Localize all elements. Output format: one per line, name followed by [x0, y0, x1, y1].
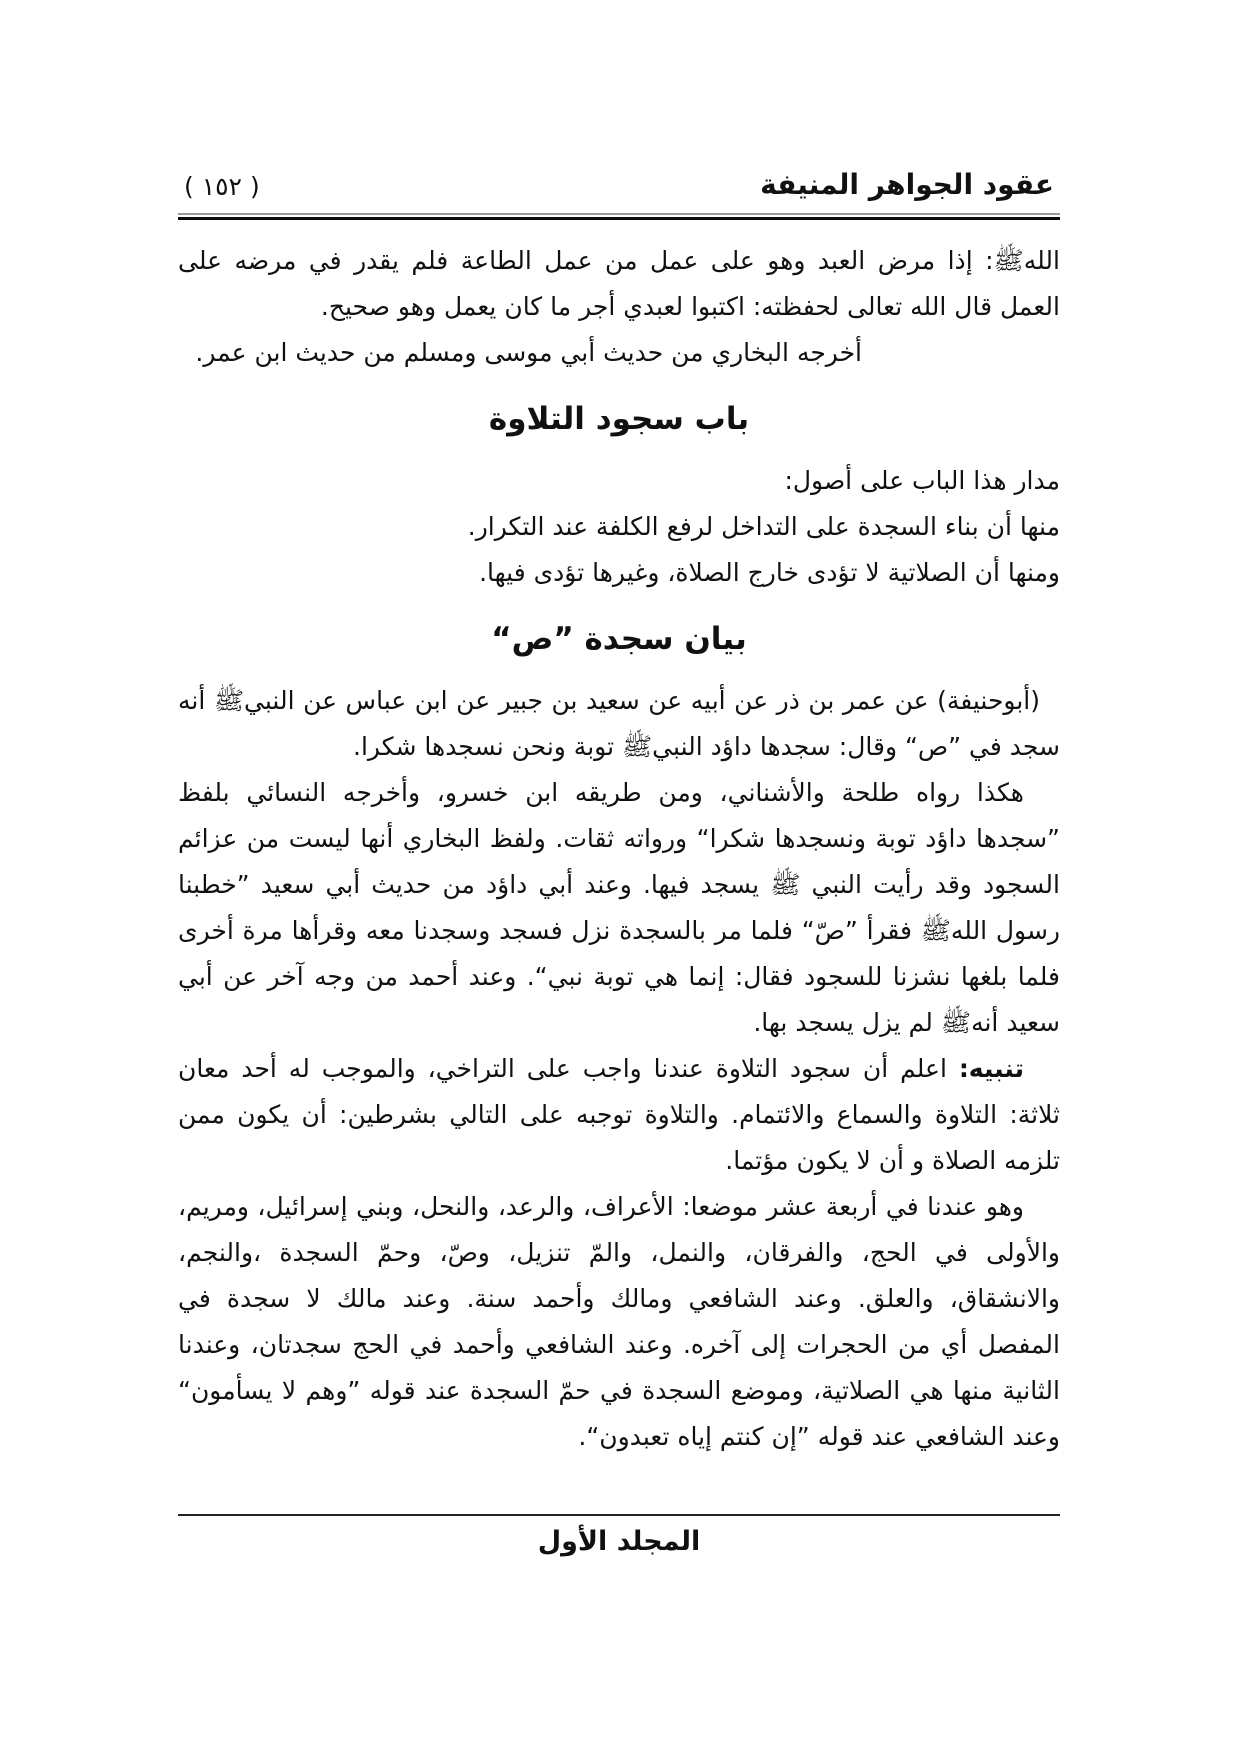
body-text: [178, 238, 1060, 1460]
paragraph-hadith-isnad: (أبوحنيفة) عن عمر بن ذر عن أبيه عن سعيد بن جبير عن ابن عباس عن النبيﷺ أنه سجد في ”ص“ وقال: سجدها داؤد النبيﷺ توبة ونحن نسجدها شكرا.: [178, 686, 1060, 761]
section-heading: بيان سجدة ”ص“: [491, 621, 747, 657]
paragraph-hadith-commentary: هكذا رواه طلحة والأشناني، ومن طريقه ابن خسرو، وأخرجه النسائي بلفظ ”سجدها داؤد توبة ونسجدها شكرا“ ورواته ثقات. ولفظ البخاري أنها ليست من عزائم السجود وقد رأيت النبي ﷺ يسجد فيها. وعند أبي داؤد من حديث أبي سعيد ”خطبنا رسول اللهﷺ فقرأ ”صّ“ فلما مر بالسجدة نزل فسجد وسجدنا معه وقرأها مرة أخرى فلما بلغها نشزنا للسجود فقال: إنما هي توبة نبي“. وعند أحمد من وجه آخر عن أبي سعيد أنهﷺ لم يزل يسجد بها.: [178, 778, 1060, 1037]
paragraph-chapter-principles-intro: مدار هذا الباب على أصول:: [784, 466, 1060, 495]
chapter-heading: باب سجود التلاوة: [488, 401, 750, 437]
paragraph-chapter-principle-2: ومنها أن الصلاتية لا تؤدى خارج الصلاة، وغيرها تؤدى فيها.: [479, 558, 1060, 587]
page-header: [178, 168, 1060, 213]
paragraph-hadith-continuation: اللهﷺ: إذا مرض العبد وهو على عمل من عمل الطاعة فلم يقدر في مرضه على العمل قال الله تعالى لحفظته: اكتبوا لعبدي أجر ما كان يعمل وهو صحيح.: [178, 246, 1060, 321]
note-text: اعلم أن سجود التلاوة عندنا واجب على التراخي، والموجب له أحد معان ثلاثة: التلاوة والسماع والائتمام. والتلاوة توجبه على التالي بشرطين: أن يكون ممن تلزمه الصلاة و أن لا يكون مؤتما.: [178, 1054, 1060, 1175]
book-title: عقود الجواهر المنيفة: [760, 168, 1054, 201]
text-block: [178, 168, 1060, 1460]
page-footer: [178, 1514, 1060, 1557]
footer-rule: [178, 1514, 1060, 1516]
volume-label: المجلد الأول: [537, 1526, 701, 1557]
paragraph-takhrij: أخرجه البخاري من حديث أبي موسى ومسلم من حديث ابن عمر.: [195, 338, 862, 367]
paragraph-sajda-places: وهو عندنا في أربعة عشر موضعا: الأعراف، والرعد، والنحل، وبني إسرائيل، ومريم، والأولى في الحج، والفرقان، والنمل، والمّ تنزيل، وصّ، وحمّ السجدة ،والنجم، والانشقاق، والعلق. وعند الشافعي ومالك وأحمد سنة. وعند مالك لا سجدة في المفصل أي من الحجرات إلى آخره. وعند الشافعي وأحمد في الحج سجدتان، وعندنا الثانية منها هي الصلاتية، وموضع السجدة في حمّ السجدة عند قوله ”وهم لا يسأمون“ وعند الشافعي عند قوله ”إن كنتم إياه تعبدون“.: [178, 1192, 1060, 1451]
paragraph-note: [178, 1046, 1060, 1184]
paragraph-chapter-principle-1: منها أن بناء السجدة على التداخل لرفع الكلفة عند التكرار.: [467, 512, 1060, 541]
page-number: ( ١٥٢ ): [184, 172, 260, 201]
note-label: تنبيه:: [958, 1054, 1024, 1083]
header-rule: [178, 213, 1060, 220]
